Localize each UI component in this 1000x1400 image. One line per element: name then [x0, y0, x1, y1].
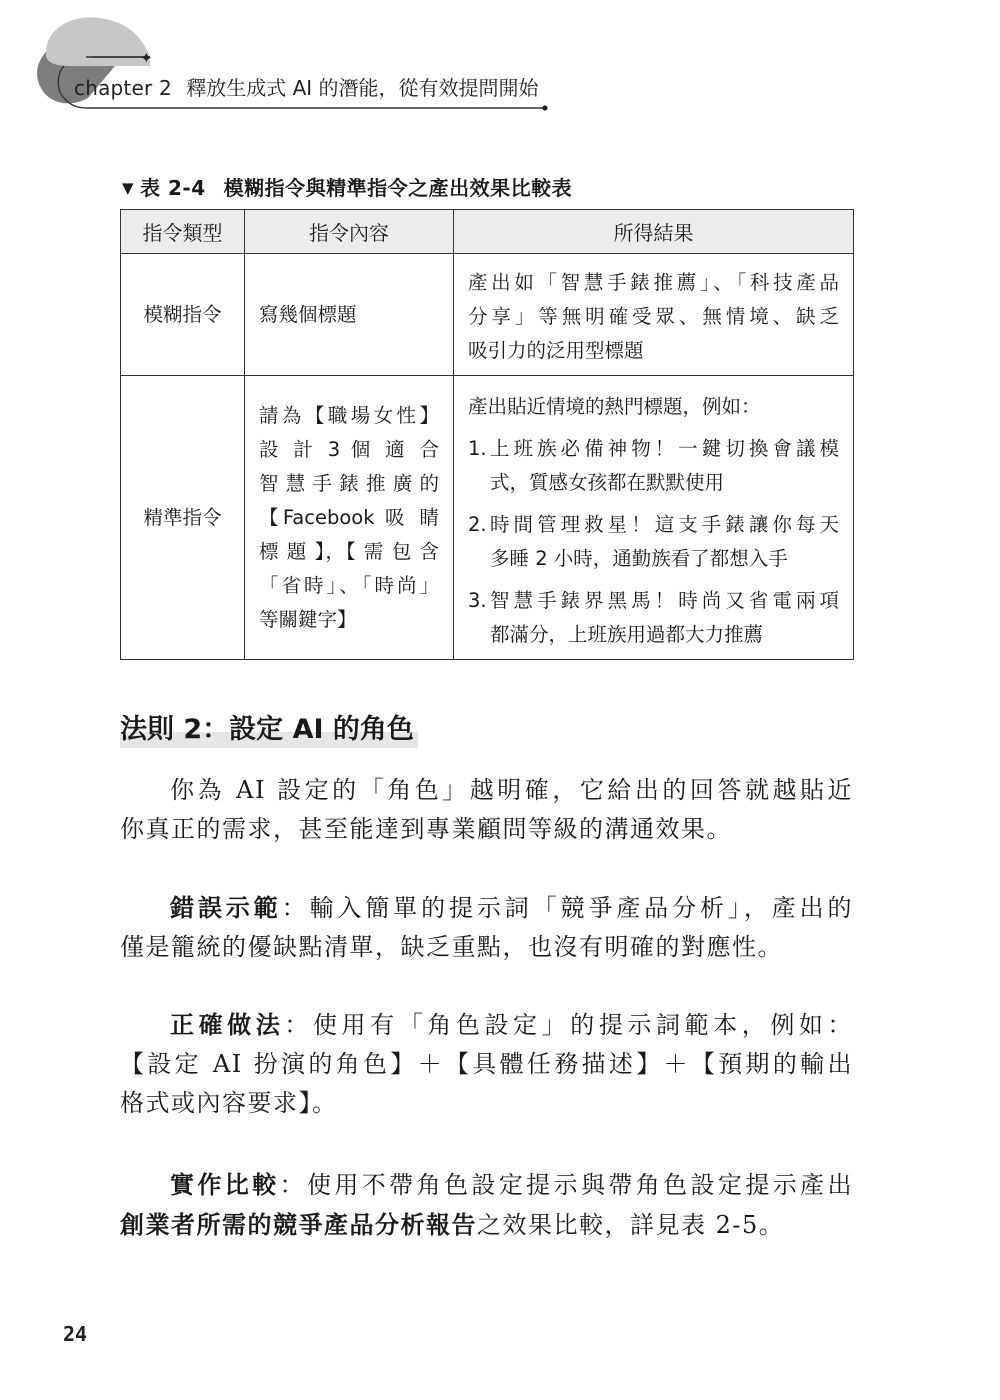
example-item	[468, 584, 839, 652]
example-item	[468, 432, 839, 500]
table-number: 表 2-4	[140, 176, 206, 200]
paragraph-line: 實作比較：使用不帶角色設定提示與帶角色設定提示產出	[170, 1170, 854, 1199]
chapter-title: 釋放生成式 AI 的潛能，從有效提問開始	[186, 76, 539, 100]
example-line: 式，質感女孩都在默默使用	[490, 470, 725, 494]
section-heading-wrap	[120, 707, 414, 746]
paragraph-line: 僅是籠統的優缺點清單，缺乏重點，也沒有明確的對應性。	[120, 933, 783, 961]
paragraph-line: 【設定 AI 扮演的角色】＋【具體任務描述】＋【預期的輸出	[120, 1050, 853, 1078]
result-line: 吸引力的泛用型標題	[468, 338, 644, 362]
paragraph-line: 創業者所需的競爭產品分析報告之效果比較，詳見表 2-5。	[120, 1210, 785, 1239]
example-number: 2.	[468, 512, 487, 536]
table-header-row	[121, 210, 854, 254]
bold-phrase: 創業者所需的競爭產品分析報告	[120, 1210, 477, 1239]
result-cell	[454, 254, 854, 376]
content-line: 標 題 】，【 需 包 含	[259, 539, 439, 563]
example-line: 都滿分，上班族用過都大力推薦	[490, 622, 764, 646]
bold-label: 正確做法	[170, 1010, 285, 1039]
table-row	[121, 254, 854, 376]
section-heading-text: 法則 2：設定 AI 的角色	[120, 714, 414, 745]
paragraph-line: 錯誤示範：輸入簡單的提示詞「競爭產品分析」，產出的	[170, 893, 854, 922]
content-line: 智 慧 手 錶 推 廣 的	[259, 471, 439, 495]
table-caption	[122, 172, 572, 201]
instruction-content-cell: 寫幾個標題	[245, 254, 454, 376]
paragraph-line: 正確做法：使用有「角色設定」的提示詞範本，例如：	[170, 1010, 854, 1039]
bold-label: 錯誤示範	[170, 893, 282, 922]
instruction-type-cell: 精準指令	[121, 376, 245, 660]
instruction-content-cell	[245, 376, 454, 660]
example-line: 上班族必備神物！一鍵切換會議模	[490, 436, 839, 460]
table-row	[121, 376, 854, 660]
example-number: 1.	[468, 436, 487, 460]
chapter-header-title	[74, 72, 539, 104]
example-item	[468, 508, 839, 576]
result-line: 分享」等無明確受眾、無情境、缺乏	[468, 304, 839, 328]
comparison-table	[120, 209, 854, 660]
example-line: 多睡 2 小時，通勤族看了都想入手	[490, 546, 788, 570]
paragraph-line: 你為 AI 設定的「角色」越明確，它給出的回答就越貼近	[170, 776, 853, 804]
column-header: 指令類型	[121, 210, 245, 254]
paragraph-line: 格式或內容要求】。	[120, 1089, 338, 1117]
result-intro: 產出貼近情境的熱門標題，例如：	[468, 394, 761, 418]
column-header: 所得結果	[454, 210, 854, 254]
bold-label: 實作比較	[170, 1170, 280, 1199]
chapter-label: chapter 2	[74, 76, 172, 100]
result-cell	[454, 376, 854, 660]
header-light-blob	[46, 17, 150, 66]
paragraph-wrong-example	[120, 888, 853, 967]
example-line: 時間管理救星！這支手錶讓你每天	[490, 512, 839, 536]
table-title: 模糊指令與精準指令之產出效果比較表	[223, 176, 573, 200]
paragraph-comparison	[120, 1165, 853, 1245]
content-line: 設 計 3 個 適 合	[259, 437, 439, 461]
column-header: 指令內容	[245, 210, 454, 254]
chapter-header-decoration	[0, 0, 1000, 130]
content-line: 等關鍵字】	[259, 607, 357, 631]
content-line: 請為【職場女性】	[259, 403, 439, 427]
header-line-end-dot	[542, 105, 547, 110]
section-heading	[120, 707, 414, 746]
instruction-type-cell: 模糊指令	[121, 254, 245, 376]
paragraph-correct-method	[120, 1005, 853, 1123]
example-line: 智慧手錶界黑馬！時尚又省電兩項	[490, 588, 839, 612]
example-number: 3.	[468, 588, 487, 612]
content-line: 「省時」、「時尚」	[259, 573, 439, 597]
content-line: 【Facebook 吸 睛	[259, 505, 439, 529]
triangle-marker-icon: ▼	[122, 179, 135, 197]
sparkle-icon: ✦	[140, 49, 153, 67]
page-number: 24	[63, 1322, 88, 1346]
result-line: 產出如「智慧手錶推薦」、「科技產品	[468, 270, 839, 294]
paragraph-line: 你真正的需求，甚至能達到專業顧問等級的溝通效果。	[120, 815, 732, 843]
paragraph-intro	[120, 771, 853, 849]
